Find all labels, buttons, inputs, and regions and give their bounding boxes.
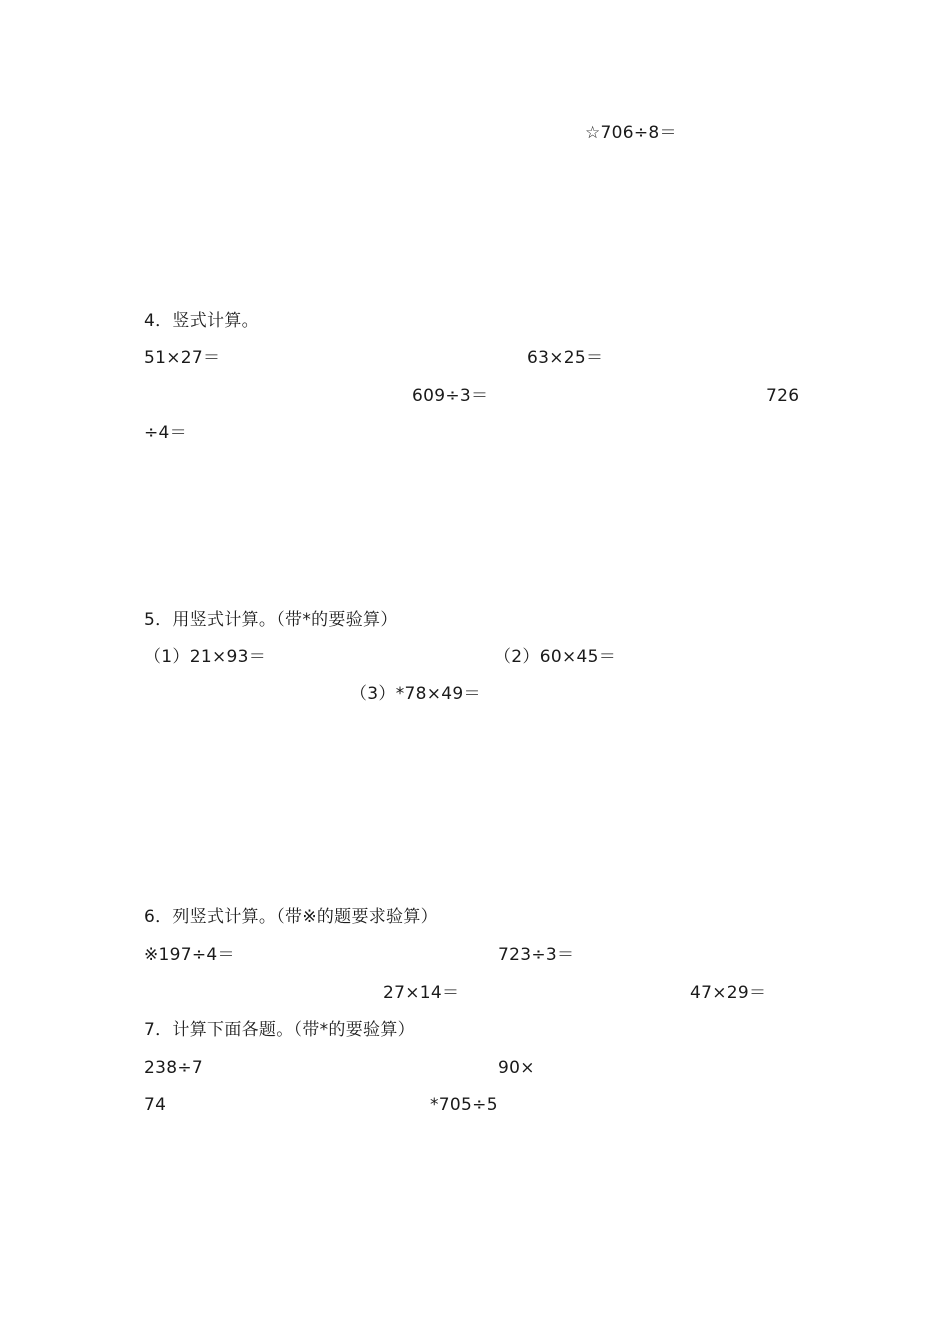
problem-197div4: ※197÷4＝ <box>144 945 235 965</box>
problem-90x74-part2: 74 <box>144 1095 167 1115</box>
problem-47x29: 47×29＝ <box>690 983 767 1003</box>
section-6-heading: 6．列竖式计算。（带※的题要求验算） <box>144 907 438 927</box>
problem-21x93: （1）21×93＝ <box>144 647 267 667</box>
problem-78x49: （3）*78×49＝ <box>350 684 481 704</box>
problem-63x25: 63×25＝ <box>527 348 604 368</box>
problem-609div3: 609÷3＝ <box>412 386 489 406</box>
problem-90x74-part1: 90× <box>498 1058 535 1078</box>
section-4-heading: 4．竖式计算。 <box>144 311 259 331</box>
problem-27x14: 27×14＝ <box>383 983 460 1003</box>
problem-726div4-part1: 726 <box>766 386 800 406</box>
problem-723div3: 723÷3＝ <box>498 945 575 965</box>
problem-238div7: 238÷7 <box>144 1058 204 1078</box>
problem-726div4-part2: ÷4＝ <box>144 423 187 443</box>
section-7-heading: 7．计算下面各题。（带*的要验算） <box>144 1020 415 1040</box>
problem-705div5: *705÷5 <box>430 1095 498 1115</box>
section-5-heading: 5．用竖式计算。（带*的要验算） <box>144 610 398 630</box>
problem-51x27: 51×27＝ <box>144 348 221 368</box>
problem-star-706-div-8: ☆706÷8＝ <box>585 123 677 143</box>
problem-60x45: （2）60×45＝ <box>494 647 617 667</box>
